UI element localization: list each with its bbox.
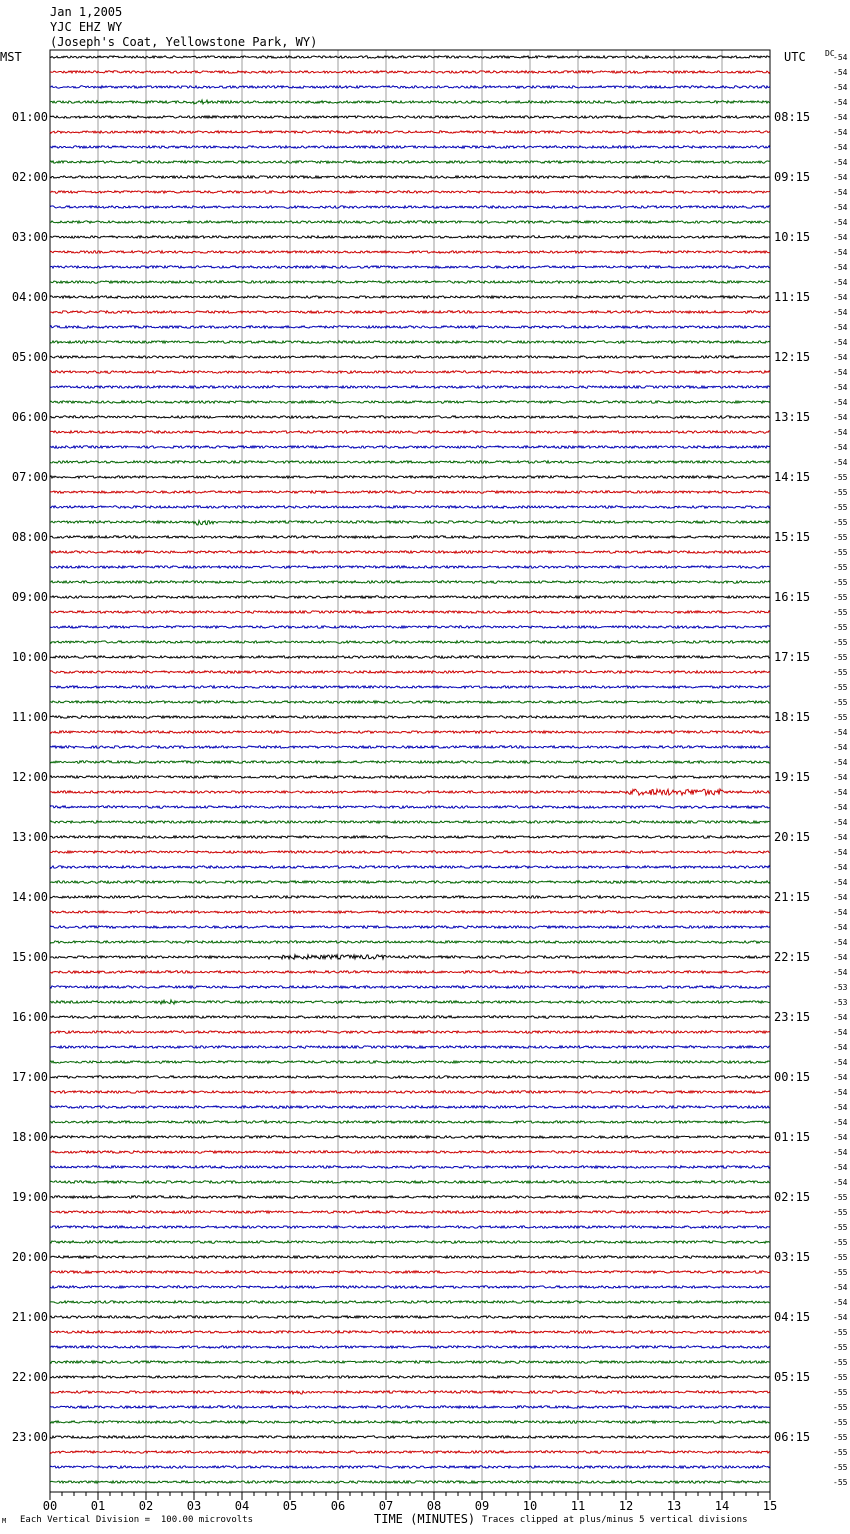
- dc-offset-value: -55: [833, 713, 848, 722]
- trace-row: [50, 176, 770, 178]
- dc-offset-value: -54: [833, 1178, 848, 1187]
- dc-offset-value: -55: [833, 638, 848, 647]
- mst-hour-label: 08:00: [11, 530, 48, 544]
- mst-hour-label: 02:00: [11, 170, 48, 184]
- dc-offset-value: -54: [833, 248, 848, 257]
- dc-offset-value: -54: [833, 233, 848, 242]
- dc-offset-value: -54: [833, 263, 848, 272]
- dc-offset-value: -54: [833, 908, 848, 917]
- trace-row: [50, 1106, 770, 1108]
- dc-offset-value: -54: [833, 833, 848, 842]
- trace-row: [50, 1406, 770, 1408]
- dc-offset-value: -54: [833, 758, 848, 767]
- dc-offset-value: -55: [833, 1343, 848, 1352]
- trace-row: [50, 461, 770, 463]
- x-tick-label: 15: [762, 1499, 778, 1513]
- dc-offset-value: -54: [833, 773, 848, 782]
- x-tick-label: 04: [234, 1499, 250, 1513]
- utc-hour-label: 08:15: [774, 110, 811, 124]
- x-tick-label: 08: [426, 1499, 442, 1513]
- dc-offset-value: -53: [833, 998, 848, 1007]
- station-code: YJC EHZ WY: [50, 20, 123, 34]
- trace-row: [50, 100, 770, 104]
- right-timezone-label: UTC: [784, 50, 806, 64]
- dc-offset-value: -55: [833, 578, 848, 587]
- dc-offset-value: -55: [833, 548, 848, 557]
- dc-offset-value: -54: [833, 878, 848, 887]
- dc-offset-value: -54: [833, 1283, 848, 1292]
- utc-hour-label: 04:15: [774, 1310, 811, 1324]
- mst-hour-label: 07:00: [11, 470, 48, 484]
- utc-hour-label: 14:15: [774, 470, 811, 484]
- utc-hour-label: 16:15: [774, 590, 811, 604]
- trace-row: [50, 491, 770, 493]
- dc-offset-value: -54: [833, 1118, 848, 1127]
- dc-offset-value: -55: [833, 1448, 848, 1457]
- trace-row: [50, 251, 770, 253]
- mst-hour-label: 20:00: [11, 1250, 48, 1264]
- trace-row: [50, 851, 770, 853]
- trace-row: [50, 1166, 770, 1168]
- dc-offset-value: -54: [833, 953, 848, 962]
- dc-offset-value: -55: [833, 488, 848, 497]
- utc-hour-label: 15:15: [774, 530, 811, 544]
- trace-row: [50, 881, 770, 883]
- dc-offset-value: -54: [833, 98, 848, 107]
- dc-offset-value: -55: [833, 1208, 848, 1217]
- trace-row: [50, 521, 770, 525]
- dc-offset-value: -55: [833, 653, 848, 662]
- dc-offset-value: -55: [833, 473, 848, 482]
- dc-offset-value: -54: [833, 83, 848, 92]
- trace-row: [50, 776, 770, 778]
- utc-hour-label: 12:15: [774, 350, 811, 364]
- dc-offset-value: -54: [833, 848, 848, 857]
- trace-row: [50, 686, 770, 688]
- dc-offset-value: -55: [833, 1223, 848, 1232]
- dc-offset-value: -54: [833, 818, 848, 827]
- utc-hour-label: 02:15: [774, 1190, 811, 1204]
- trace-row: [50, 1286, 770, 1288]
- trace-row: [50, 1301, 770, 1303]
- dc-offset-value: -55: [833, 683, 848, 692]
- trace-row: [50, 1031, 770, 1033]
- left-timezone-label: MST: [0, 50, 22, 64]
- trace-row: [50, 911, 770, 913]
- utc-hour-label: 05:15: [774, 1370, 811, 1384]
- utc-hour-label: 18:15: [774, 710, 811, 724]
- dc-offset-value: -54: [833, 398, 848, 407]
- trace-row: [50, 356, 770, 358]
- trace-row: [50, 926, 770, 928]
- trace-row: [50, 1346, 770, 1348]
- trace-row: [50, 446, 770, 448]
- dc-offset-value: -54: [833, 1133, 848, 1142]
- trace-row: [50, 221, 770, 223]
- dc-offset-value: -55: [833, 1388, 848, 1397]
- dc-offset-value: -55: [833, 1268, 848, 1277]
- trace-row: [50, 56, 770, 58]
- dc-offset-value: -54: [833, 338, 848, 347]
- x-tick-label: 00: [42, 1499, 58, 1513]
- dc-offset-value: -55: [833, 593, 848, 602]
- utc-hour-label: 23:15: [774, 1010, 811, 1024]
- dc-offset-value: -54: [833, 1103, 848, 1112]
- x-tick-label: 12: [618, 1499, 634, 1513]
- utc-hour-label: 22:15: [774, 950, 811, 964]
- dc-offset-value: -54: [833, 1043, 848, 1052]
- utc-hour-label: 20:15: [774, 830, 811, 844]
- dc-offset-value: -54: [833, 1028, 848, 1037]
- trace-row: [50, 626, 770, 628]
- trace-row: [50, 1046, 770, 1048]
- plot-date: Jan 1,2005: [50, 5, 123, 19]
- trace-row: [50, 476, 770, 478]
- scale-note: Each Vertical Division = 100.00 microvolts: [20, 1515, 253, 1525]
- trace-row: [50, 1361, 770, 1363]
- trace-row: [50, 701, 770, 703]
- trace-row: [50, 941, 770, 943]
- dc-offset-value: -55: [833, 1478, 848, 1487]
- dc-offset-value: -54: [833, 968, 848, 977]
- trace-row: [50, 731, 770, 733]
- dc-offset-value: -55: [833, 1403, 848, 1412]
- mst-hour-label: 22:00: [11, 1370, 48, 1384]
- dc-offset-value: -54: [833, 788, 848, 797]
- trace-row: [50, 1181, 770, 1183]
- mst-hour-label: 14:00: [11, 890, 48, 904]
- utc-hour-label: 06:15: [774, 1430, 811, 1444]
- trace-row: [50, 266, 770, 268]
- mst-hour-label: 16:00: [11, 1010, 48, 1024]
- trace-row: [50, 821, 770, 823]
- trace-row: [50, 281, 770, 283]
- dc-offset-value: -54: [833, 218, 848, 227]
- utc-hour-label: 09:15: [774, 170, 811, 184]
- clip-note: Traces clipped at plus/minus 5 vertical divisions: [482, 1515, 748, 1525]
- mst-hour-label: 11:00: [11, 710, 48, 724]
- trace-row: [50, 1436, 770, 1438]
- station-location: (Joseph's Coat, Yellowstone Park, WY): [50, 35, 318, 49]
- trace-row: [50, 1091, 770, 1093]
- trace-row: [50, 131, 770, 133]
- mst-hour-label: 18:00: [11, 1130, 48, 1144]
- dc-offset-value: -54: [833, 728, 848, 737]
- dc-offset-value: -55: [833, 698, 848, 707]
- dc-offset-value: -55: [833, 1463, 848, 1472]
- x-tick-label: 09: [474, 1499, 490, 1513]
- mst-hour-label: 01:00: [11, 110, 48, 124]
- dc-offset-value: -54: [833, 1163, 848, 1172]
- utc-hour-label: 21:15: [774, 890, 811, 904]
- trace-row: [50, 236, 770, 238]
- trace-row: [50, 1316, 770, 1318]
- trace-row: [50, 1061, 770, 1063]
- dc-offset-value: -55: [833, 1358, 848, 1367]
- trace-row: [50, 371, 770, 373]
- dc-offset-value: -54: [833, 743, 848, 752]
- dc-offset-value: -54: [833, 443, 848, 452]
- trace-row: [50, 971, 770, 973]
- dc-offset-value: -54: [833, 1148, 848, 1157]
- trace-row: [50, 116, 770, 118]
- x-tick-label: 01: [90, 1499, 106, 1513]
- dc-offset-value: -55: [833, 1193, 848, 1202]
- dc-offset-value: -54: [833, 1313, 848, 1322]
- dc-offset-value: -53: [833, 983, 848, 992]
- x-tick-label: 02: [138, 1499, 154, 1513]
- dc-offset-value: -55: [833, 1328, 848, 1337]
- mst-hour-label: 06:00: [11, 410, 48, 424]
- dc-offset-value: -55: [833, 1433, 848, 1442]
- dc-offset-value: -54: [833, 413, 848, 422]
- trace-row: [50, 191, 770, 193]
- x-tick-label: 03: [186, 1499, 202, 1513]
- dc-offset-value: -54: [833, 863, 848, 872]
- mst-hour-label: 13:00: [11, 830, 48, 844]
- dc-offset-value: -54: [833, 803, 848, 812]
- trace-row: [50, 671, 770, 673]
- dc-offset-value: -54: [833, 128, 848, 137]
- trace-row: [50, 1016, 770, 1018]
- trace-row: [50, 1241, 770, 1243]
- trace-row: [50, 71, 770, 73]
- trace-row: [50, 836, 770, 838]
- dc-offset-value: -54: [833, 428, 848, 437]
- utc-hour-label: 03:15: [774, 1250, 811, 1264]
- mst-hour-label: 23:00: [11, 1430, 48, 1444]
- dc-offset-value: -54: [833, 1013, 848, 1022]
- trace-row: [50, 656, 770, 658]
- trace-row: [50, 986, 770, 988]
- trace-row: [50, 146, 770, 148]
- trace-row: [50, 581, 770, 583]
- trace-row: [50, 506, 770, 508]
- trace-row: [50, 1466, 770, 1468]
- trace-row: [50, 1196, 770, 1198]
- trace-row: [50, 1000, 770, 1004]
- trace-row: [50, 386, 770, 388]
- mst-hour-label: 04:00: [11, 290, 48, 304]
- trace-row: [50, 296, 770, 298]
- dc-offset-value: -54: [833, 353, 848, 362]
- trace-row: [50, 1451, 770, 1453]
- trace-row: [50, 1136, 770, 1138]
- trace-row: [50, 789, 770, 795]
- dc-offset-value: -54: [833, 53, 848, 62]
- dc-offset-value: -55: [833, 1253, 848, 1262]
- utc-hour-label: 11:15: [774, 290, 811, 304]
- mst-hour-label: 03:00: [11, 230, 48, 244]
- utc-hour-label: 13:15: [774, 410, 811, 424]
- dc-offset-value: -54: [833, 203, 848, 212]
- trace-row: [50, 1256, 770, 1258]
- dc-offset-value: -54: [833, 188, 848, 197]
- dc-offset-value: -54: [833, 458, 848, 467]
- dc-offset-value: -54: [833, 113, 848, 122]
- mst-hour-label: 10:00: [11, 650, 48, 664]
- trace-row: [50, 641, 770, 643]
- x-tick-label: 13: [666, 1499, 682, 1513]
- trace-row: [50, 955, 770, 959]
- trace-row: [50, 806, 770, 808]
- dc-offset-value: -54: [833, 68, 848, 77]
- trace-row: [50, 431, 770, 433]
- trace-row: [50, 1376, 770, 1378]
- mst-hour-label: 15:00: [11, 950, 48, 964]
- dc-offset-value: -55: [833, 503, 848, 512]
- dc-offset-value: -54: [833, 158, 848, 167]
- trace-row: [50, 161, 770, 163]
- dc-offset-value: -54: [833, 368, 848, 377]
- trace-row: [50, 86, 770, 88]
- trace-row: [50, 551, 770, 553]
- trace-row: [50, 896, 770, 898]
- trace-row: [50, 1211, 770, 1213]
- dc-offset-label: DC: [825, 49, 835, 58]
- corner-mark: M: [2, 1517, 7, 1525]
- utc-hour-label: 17:15: [774, 650, 811, 664]
- mst-hour-label: 17:00: [11, 1070, 48, 1084]
- dc-offset-value: -54: [833, 1088, 848, 1097]
- trace-row: [50, 1271, 770, 1273]
- dc-offset-value: -54: [833, 308, 848, 317]
- dc-offset-value: -54: [833, 1298, 848, 1307]
- dc-offset-value: -54: [833, 293, 848, 302]
- trace-row: [50, 1121, 770, 1123]
- mst-hour-label: 12:00: [11, 770, 48, 784]
- utc-hour-label: 19:15: [774, 770, 811, 784]
- utc-hour-label: 10:15: [774, 230, 811, 244]
- trace-row: [50, 1481, 770, 1483]
- dc-offset-value: -54: [833, 1073, 848, 1082]
- dc-offset-value: -55: [833, 563, 848, 572]
- x-tick-label: 05: [282, 1499, 298, 1513]
- trace-row: [50, 1331, 770, 1333]
- trace-row: [50, 1226, 770, 1228]
- dc-offset-value: -54: [833, 938, 848, 947]
- trace-row: [50, 566, 770, 568]
- x-axis-title: TIME (MINUTES): [374, 1512, 476, 1526]
- dc-offset-value: -54: [833, 278, 848, 287]
- dc-offset-value: -54: [833, 923, 848, 932]
- trace-row: [50, 326, 770, 328]
- mst-hour-label: 09:00: [11, 590, 48, 604]
- dc-offset-value: -55: [833, 533, 848, 542]
- dc-offset-value: -54: [833, 1058, 848, 1067]
- utc-hour-label: 00:15: [774, 1070, 811, 1084]
- dc-offset-value: -54: [833, 173, 848, 182]
- dc-offset-value: -55: [833, 1373, 848, 1382]
- x-tick-label: 10: [522, 1499, 538, 1513]
- trace-row: [50, 341, 770, 343]
- x-tick-label: 06: [330, 1499, 346, 1513]
- trace-row: [50, 401, 770, 403]
- trace-row: [50, 1151, 770, 1153]
- x-tick-label: 14: [714, 1499, 730, 1513]
- trace-row: [50, 611, 770, 613]
- trace-row: [50, 1391, 770, 1394]
- trace-row: [50, 761, 770, 763]
- x-tick-label: 07: [378, 1499, 394, 1513]
- dc-offset-value: -54: [833, 143, 848, 152]
- trace-row: [50, 206, 770, 208]
- trace-row: [50, 536, 770, 538]
- mst-hour-label: 05:00: [11, 350, 48, 364]
- trace-row: [50, 311, 770, 313]
- dc-offset-value: -54: [833, 893, 848, 902]
- trace-row: [50, 866, 770, 868]
- trace-row: [50, 746, 770, 748]
- trace-row: [50, 716, 770, 718]
- dc-offset-value: -55: [833, 623, 848, 632]
- dc-offset-value: -55: [833, 668, 848, 677]
- trace-row: [50, 1421, 770, 1423]
- dc-offset-value: -54: [833, 323, 848, 332]
- dc-offset-value: -55: [833, 518, 848, 527]
- mst-hour-label: 21:00: [11, 1310, 48, 1324]
- dc-offset-value: -54: [833, 383, 848, 392]
- x-tick-label: 11: [570, 1499, 586, 1513]
- trace-row: [50, 416, 770, 418]
- dc-offset-value: -55: [833, 608, 848, 617]
- utc-hour-label: 01:15: [774, 1130, 811, 1144]
- dc-offset-value: -55: [833, 1418, 848, 1427]
- trace-row: [50, 1076, 770, 1078]
- mst-hour-label: 19:00: [11, 1190, 48, 1204]
- dc-offset-value: -55: [833, 1238, 848, 1247]
- trace-row: [50, 596, 770, 598]
